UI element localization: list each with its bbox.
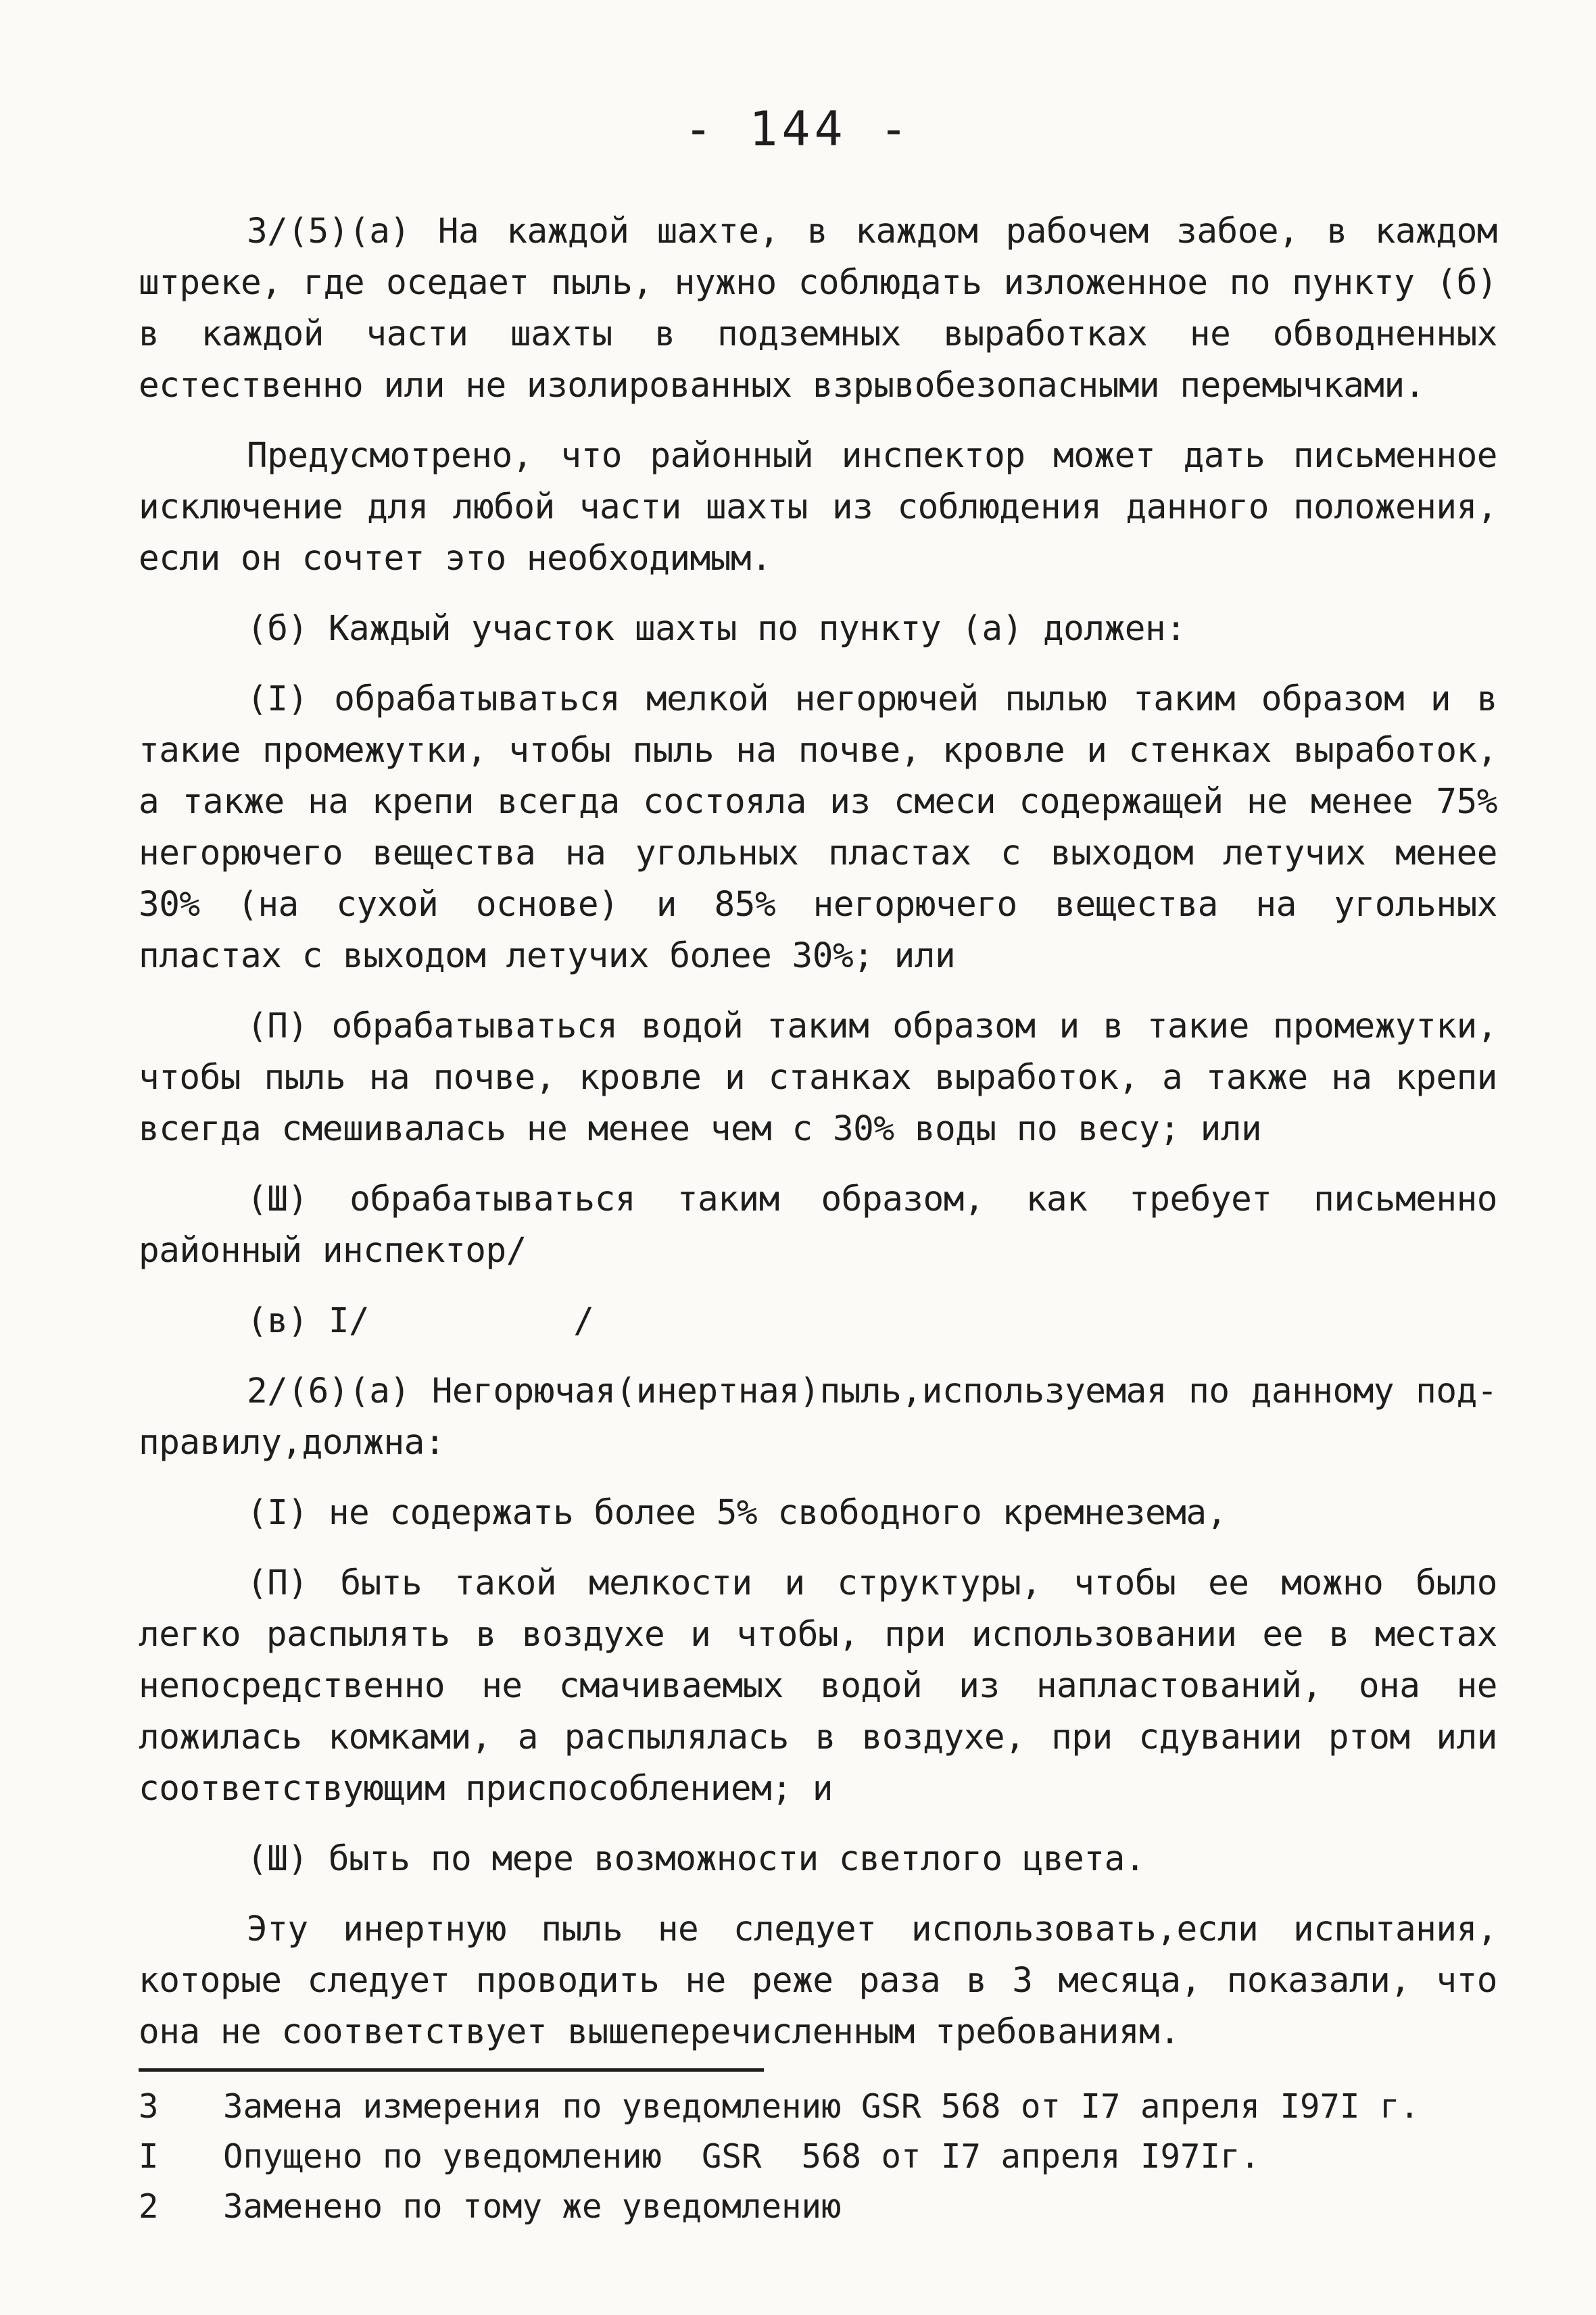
footnotes (139, 2082, 1497, 2232)
paragraph-clause-5a: 3/(5)(а) На каждой шахте, в каждом рабочем забое, в каждом штреке, где оседает пыль, нужно соблюдать изложенное по пункту (б) в каждой части шахты в подземных выработках не обводненных естественно или не изолированных взрывобезопасными перемычками. (139, 212, 1518, 406)
paragraph-item-3: (Ш) обрабатываться таким образом, как требует письменно районный инспектор/ (139, 1179, 1518, 1271)
paragraph-clause-c: (в) I/ / (247, 1301, 594, 1341)
footnote (139, 2182, 1497, 2232)
document-body (139, 206, 1518, 2077)
paragraph-req-3: (Ш) быть по мере возможности светлого цвета. (247, 1839, 1146, 1879)
footnote (139, 2132, 1497, 2182)
footnote-text: Опущено по уведомлению GSR 568 от I7 апреля I97Iг. (223, 2137, 1261, 2176)
footnote-number: I (139, 2137, 159, 2176)
footnote-text: Замена измерения по уведомлению GSR 568 от I7 апреля I97I г. (223, 2087, 1420, 2126)
paragraph-item-2: (П) обрабатываться водой таким образом и в такие промежутки, чтобы пыль на почве, кровле и станках выработок, а также на крепи всегда смешивалась не менее чем с 30% воды по весу; или (139, 1006, 1518, 1149)
paragraph-clause-6a: 2/(6)(а) Негорючая(инертная)пыль,используемая по данному под-правилу,должна: (139, 1371, 1497, 1463)
paragraph-clause-b: (б) Каждый участок шахты по пункту (а) должен: (247, 609, 1186, 649)
paragraph-req-1: (I) не содержать более 5% свободного кремнезема, (247, 1493, 1227, 1533)
paragraph-proviso: Предусмотрено, что районный инспектор может дать письменное исключение для любой части шахты из соблюдения данного положения, если он сочтет это необходимым. (139, 436, 1518, 579)
footnote-number: 2 (139, 2187, 159, 2226)
paragraph-item-1: (I) обрабатываться мелкой негорючей пылью таким образом и в такие промежутки, чтобы пыль на почве, кровле и стенках выработок, а также на крепи всегда состояла из смеси содержащей не менее 75% негорючего вещества на угольных пластах с выходом летучих менее 30% (на сухой основе) и 85% негорючего вещества на угольных пластах с выходом летучих более 30%; или (139, 679, 1518, 976)
page-number: - 144 - (683, 101, 912, 157)
footnote (139, 2082, 1497, 2132)
footnote-divider (139, 2068, 764, 2072)
footnote-number: 3 (139, 2087, 159, 2126)
paragraph-final: Эту инертную пыль не следует использовать,если испытания, которые следует проводить не реже раза в 3 месяца, показали, что она не соответствует вышеперечисленным требованиям. (139, 1909, 1518, 2052)
paragraph-req-2: (П) быть такой мелкости и структуры, чтобы ее можно было легко распылять в воздухе и чтобы, при использовании ее в местах непосредственно не смачиваемых водой из напластований, она не ложилась комками, а распылялась в воздухе, при сдувании ртом или соответствующим приспособлением; и (139, 1563, 1518, 1809)
footnote-text: Заменено по тому же уведомлению (223, 2187, 842, 2226)
